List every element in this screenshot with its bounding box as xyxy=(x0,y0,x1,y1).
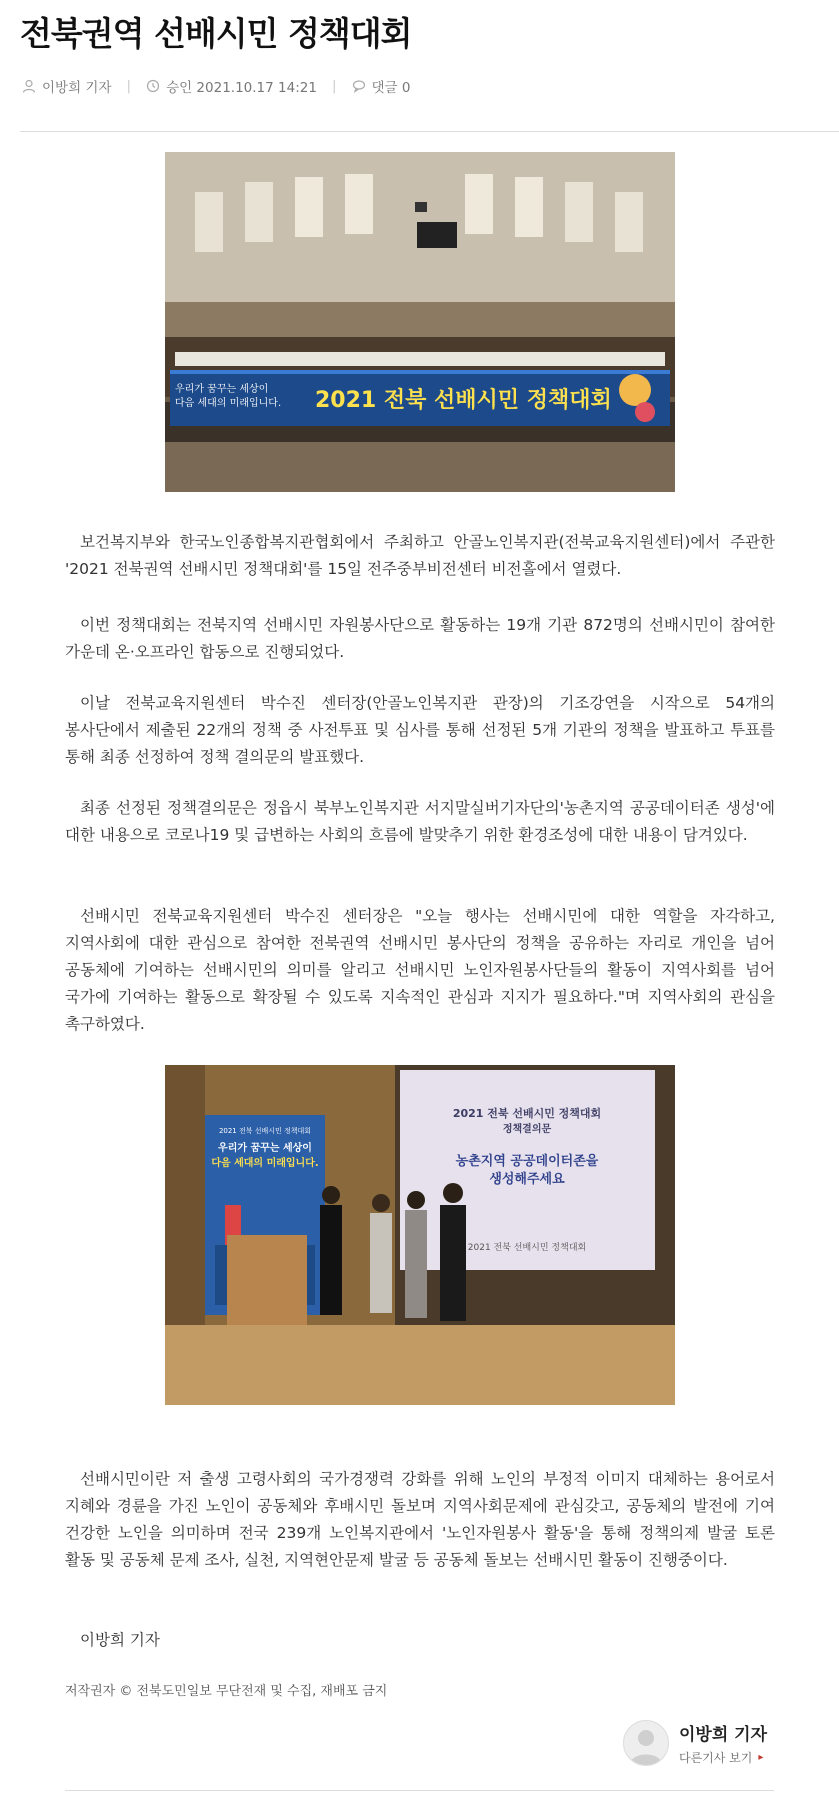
footer-divider xyxy=(65,1790,774,1791)
avatar-placeholder-icon xyxy=(624,1721,668,1765)
standee-slogan-1: 우리가 꿈꾸는 세상이 xyxy=(218,1143,312,1154)
meta-divider: | xyxy=(126,78,132,94)
screen-footer: 2021 전북 선배시민 정책대회 xyxy=(467,1243,587,1253)
screen-main-2: 생성해주세요 xyxy=(489,1172,565,1187)
article-paragraph: 선배시민 전북교육지원센터 박수진 센터장은 "오늘 행사는 선배시민에 대한 역할을 자각하고, 지역사회에 대한 관심으로 참여한 전북권역 선배시민 봉사단의 정책을 공유하는 자리로 개인을 넘어 공동체에 기여하는 선배시민의 의미를 알리고 선배시민 노인자원봉사단들의 활동이 지역사회를 넘어 국가에 기여하는 활동으로 확장될 수 있도록 지속적인 관심과 지지가 필요하다."며 지역사회의 관심을 촉구하였다. xyxy=(65,907,775,1033)
screen-main-1: 농촌지역 공공데이터존을 xyxy=(455,1154,599,1169)
banner-slogan-2: 다음 세대의 미래입니다. xyxy=(175,398,282,409)
article-paragraph: 선배시민이란 저 출생 고령사회의 국가경쟁력 강화를 위해 노인의 부정적 이미지 대체하는 용어로서 지혜와 경륜을 가진 노인이 공동체와 후배시민 돌보며 지역사회문제에 관심갖고, 공동체의 발전에 기여 건강한 노인을 의미하며 전국 239개 노인복지관에서 '노인자원봉사 활동'을 통해 정책의제 발굴 토론 활동 및 공동체 문제 조사, 실천, 지역현안문제 발굴 등 공동체 돌보는 선배시민 활동이 진행중이다. xyxy=(65,1470,775,1569)
article-paragraph: 보건복지부와 한국노인종합복지관협회에서 주최하고 안골노인복지관(전북교육지원센터)에서 주관한 '2021 전북권역 선배시민 정책대회'를 15일 전주중부비전센터 비전홀에서 열렸다. xyxy=(65,533,775,578)
user-icon xyxy=(22,79,36,93)
date-meta xyxy=(146,76,317,96)
banner-slogan-1: 우리가 꿈꾸는 세상이 xyxy=(175,384,269,395)
triangle-right-icon: ▸ xyxy=(758,1752,764,1763)
avatar xyxy=(623,1720,669,1766)
comment-count: 댓글 0 xyxy=(371,80,411,96)
comment-icon xyxy=(352,79,366,93)
article-paragraph: 최종 선정된 정책결의문은 정읍시 북부노인복지관 서지말실버기자단의'농촌지역 공공데이터존 생성'에 대한 내용으로 코로나19 및 급변하는 사회의 흐름에 발맞추기 위한 환경조성에 대한 내용이 담겨있다. xyxy=(65,799,775,844)
approved-date: 승인 2021.10.17 14:21 xyxy=(166,80,317,96)
screen-title-1: 2021 전북 선배시민 정책대회 xyxy=(452,1107,602,1120)
author-name-meta: 이방희 기자 xyxy=(42,80,112,96)
more-articles-link[interactable] xyxy=(679,1749,767,1766)
header-divider xyxy=(20,131,839,132)
meta-divider: | xyxy=(331,78,337,94)
article-paragraph: 이번 정책대회는 전북지역 선배시민 자원봉사단으로 활동하는 19개 기관 872명의 선배시민이 참여한 가운데 온·오프라인 합동으로 진행되었다. xyxy=(65,616,775,661)
comments-meta[interactable] xyxy=(352,76,411,96)
more-articles-label: 다른기사 보기 xyxy=(679,1751,753,1765)
article-photo-stage xyxy=(165,1065,675,1405)
banner-title: 2021 전북 선배시민 정책대회 xyxy=(315,388,612,413)
article-byline: 이방희 기자 xyxy=(80,1631,160,1649)
standee-slogan-2: 다음 세대의 미래입니다. xyxy=(211,1158,319,1169)
article-photo-event xyxy=(165,152,675,492)
standee-top: 2021 전북 선배시민 정책대회 xyxy=(218,1127,312,1135)
article-title: 전북권역 선배시민 정책대회 xyxy=(20,14,412,53)
author-box-name[interactable]: 이방희 기자 xyxy=(679,1725,768,1745)
article-meta xyxy=(22,76,410,96)
author-box xyxy=(623,1720,767,1766)
clock-icon xyxy=(146,79,160,93)
article-paragraph: 이날 전북교육지원센터 박수진 센터장(안골노인복지관 관장)의 기조강연을 시작으로 54개의 봉사단에서 제출된 22개의 정책 중 사전투표 및 심사를 통해 선정된 5개 기관의 정책을 발표하고 투표를 통해 최종 선정하여 정책 결의문의 발표했다. xyxy=(65,694,775,766)
author-meta[interactable] xyxy=(22,76,112,96)
copyright-notice: 저작권자 © 전북도민일보 무단전재 및 수집, 재배포 금지 xyxy=(65,1684,388,1699)
screen-title-2: 정책결의문 xyxy=(502,1124,552,1135)
